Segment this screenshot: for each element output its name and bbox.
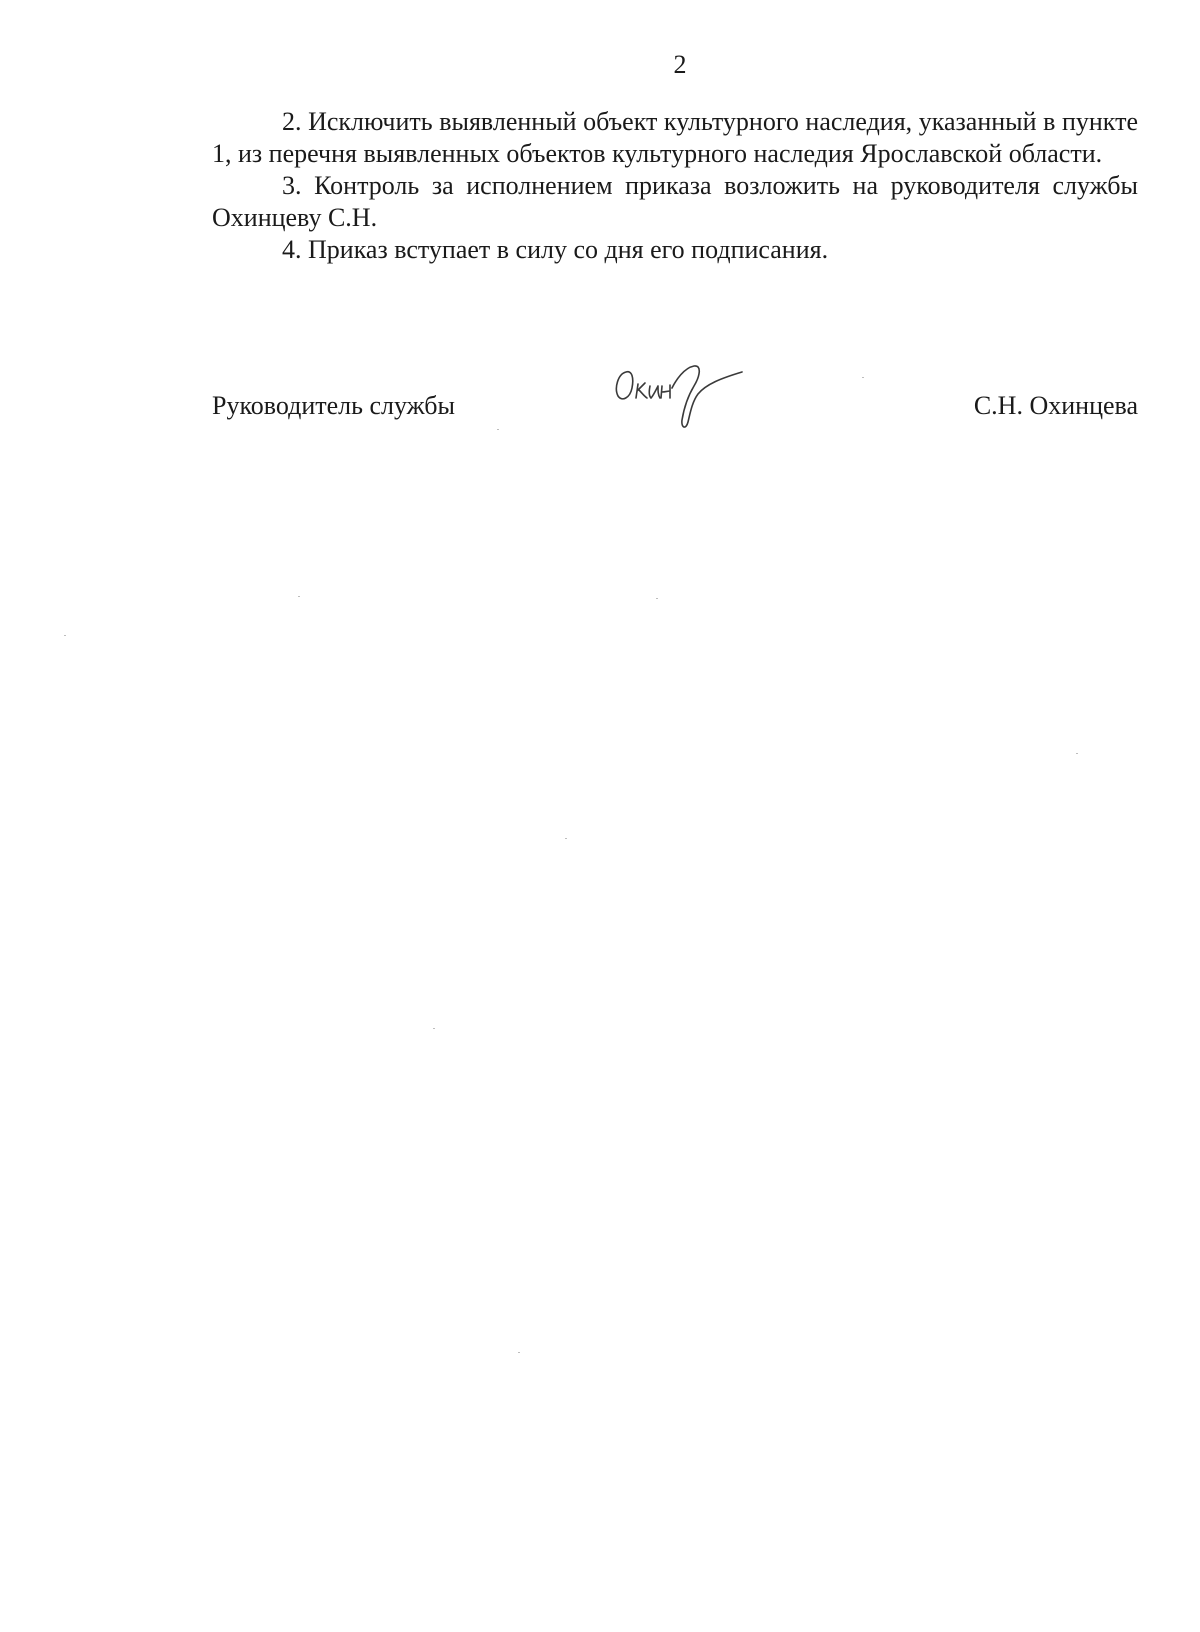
scan-speck <box>64 635 66 636</box>
signer-position: Руководитель службы <box>212 391 455 420</box>
paragraph-2: 2. Исключить выявленный объект культурного наследия, указанный в пункте 1, из перечня выявленных объектов культурного наследия Ярославской области. <box>212 107 1138 168</box>
scan-speck <box>862 377 864 378</box>
signer-name: С.Н. Охинцева <box>973 391 1138 420</box>
handwritten-signature <box>612 360 752 440</box>
scan-speck <box>298 596 300 597</box>
scan-speck <box>1076 753 1078 754</box>
paragraph-4: 4. Приказ вступает в силу со дня его подписания. <box>282 235 829 264</box>
page-number: 2 <box>673 50 687 79</box>
scan-speck <box>433 1028 435 1029</box>
scan-speck <box>518 1352 520 1353</box>
scan-speck <box>565 838 567 839</box>
paragraph-3: 3. Контроль за исполнением приказа возложить на руководителя службы Охинцеву С.Н. <box>212 171 1138 232</box>
scan-speck <box>656 598 658 599</box>
scan-speck <box>497 429 499 430</box>
document-body <box>212 106 1138 266</box>
